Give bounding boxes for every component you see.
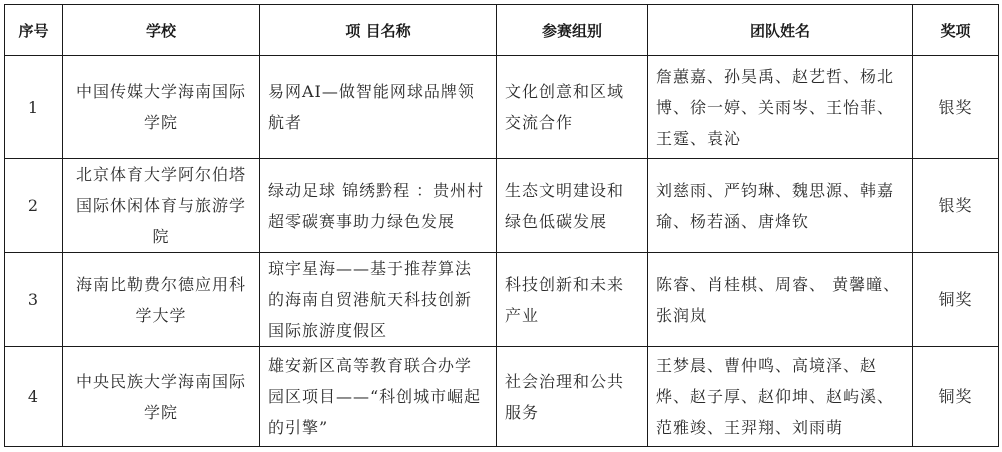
row-school: 北京体育大学阿尔伯塔国际休闲体育与旅游学院 xyxy=(63,159,260,253)
row-school: 海南比勒费尔德应用科学大学 xyxy=(63,253,260,347)
row-team: 陈睿、肖桂棋、周睿、 黄馨曈、张润岚 xyxy=(648,253,913,347)
row-project: 易网AI—做智能网球品牌领航者 xyxy=(260,56,497,159)
table-header-row xyxy=(5,5,999,56)
header-project: 项 目名称 xyxy=(260,5,497,56)
row-index: 4 xyxy=(5,347,63,447)
header-school: 学校 xyxy=(63,5,260,56)
row-category: 文化创意和区域交流合作 xyxy=(497,56,648,159)
awards-table xyxy=(4,4,999,447)
row-index: 2 xyxy=(5,159,63,253)
header-category: 参赛组别 xyxy=(497,5,648,56)
row-team: 王梦晨、曹仲鸣、高境泽、赵烨、赵子厚、赵仰坤、赵屿溪、范雅竣、王羿翔、刘雨萌 xyxy=(648,347,913,447)
row-team: 刘慈雨、严钧琳、魏思源、韩嘉瑜、杨若涵、唐烽钦 xyxy=(648,159,913,253)
row-index: 1 xyxy=(5,56,63,159)
header-team: 团队姓名 xyxy=(648,5,913,56)
table-row xyxy=(5,347,999,447)
row-project: 琼宇星海——基于推荐算法的海南自贸港航天科技创新国际旅游度假区 xyxy=(260,253,497,347)
row-project: 绿动足球 锦绣黔程 ：贵州村超零碳赛事助力绿色发展 xyxy=(260,159,497,253)
header-award: 奖项 xyxy=(913,5,999,56)
row-award: 银奖 xyxy=(913,159,999,253)
row-award: 铜奖 xyxy=(913,253,999,347)
row-index: 3 xyxy=(5,253,63,347)
table-row xyxy=(5,253,999,347)
row-category: 社会治理和公共服务 xyxy=(497,347,648,447)
row-school: 中国传媒大学海南国际学院 xyxy=(63,56,260,159)
table-row xyxy=(5,56,999,159)
row-school: 中央民族大学海南国际学院 xyxy=(63,347,260,447)
row-team: 詹蕙嘉、孙昊禹、赵艺哲、杨北博、徐一婷、关雨岑、王怡菲、王霆、袁沁 xyxy=(648,56,913,159)
header-index: 序号 xyxy=(5,5,63,56)
row-award: 铜奖 xyxy=(913,347,999,447)
row-category: 生态文明建设和绿色低碳发展 xyxy=(497,159,648,253)
row-project: 雄安新区高等教育联合办学园区项目——“科创城市崛起的引擎” xyxy=(260,347,497,447)
table-row xyxy=(5,159,999,253)
row-category: 科技创新和未来产业 xyxy=(497,253,648,347)
row-award: 银奖 xyxy=(913,56,999,159)
